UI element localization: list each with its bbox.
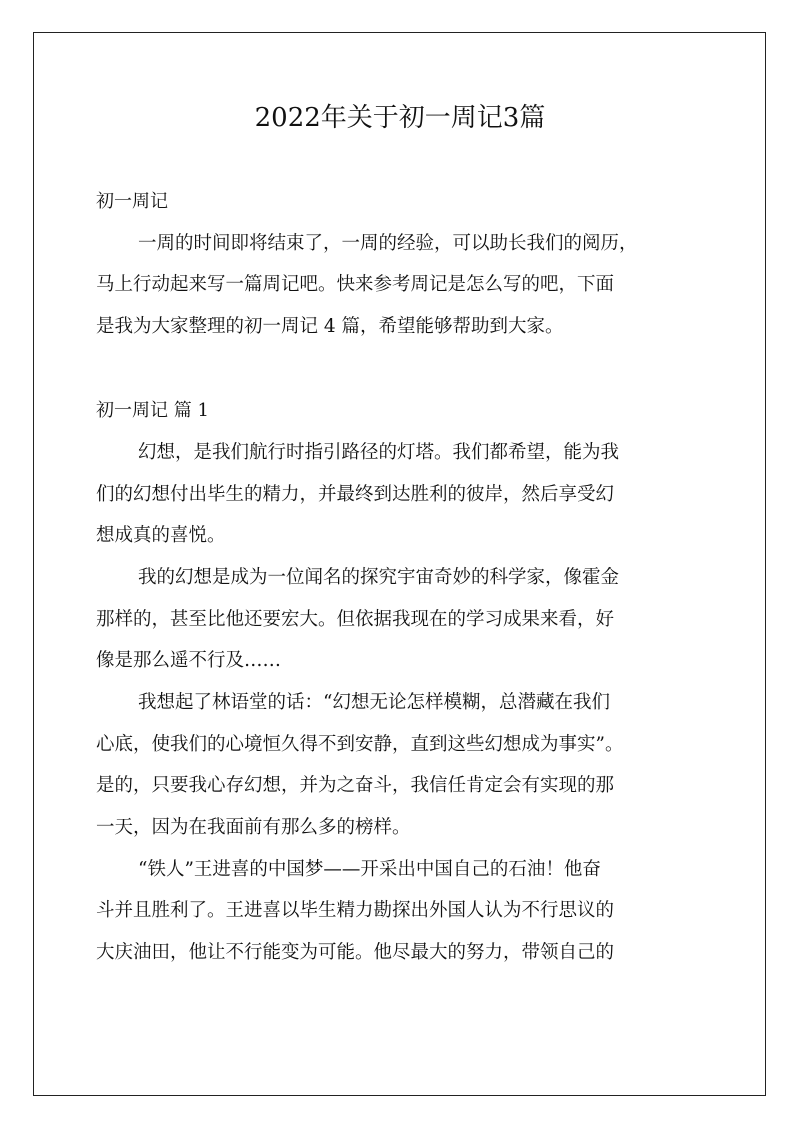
intro-line: 是我为大家整理的初一周记 4 篇，希望能够帮助到大家。 — [96, 316, 564, 337]
paragraph-line: 那样的，甚至比他还要宏大。但依据我现在的学习成果来看，好 — [96, 609, 615, 630]
paragraph-line: 想成真的喜悦。 — [96, 525, 226, 546]
paragraph-line: 幻想，是我们航行时指引路径的灯塔。我们都希望，能为我 — [138, 442, 620, 463]
document-title: 2022年关于初一周记3篇 — [254, 103, 546, 133]
paragraph-line: 像是那么遥不行及…… — [96, 650, 282, 671]
paragraph-line: 我的幻想是成为一位闻名的探究宇宙奇妙的科学家，像霍金 — [138, 567, 620, 588]
paragraph-line: 们的幻想付出毕生的精力，并最终到达胜利的彼岸，然后享受幻 — [96, 484, 615, 505]
intro-line: 一周的时间即将结束了，一周的经验，可以助长我们的阅历， — [138, 233, 638, 254]
article-heading: 初一周记 篇 1 — [96, 400, 209, 421]
paragraph-line: 我想起了林语堂的话：“幻想无论怎样模糊，总潜藏在我们 — [138, 692, 610, 713]
paragraph-line: 斗并且胜利了。王进喜以毕生精力勘探出外国人认为不行思议的 — [96, 900, 615, 921]
paragraph-line: 心底，使我们的心境恒久得不到安静，直到这些幻想成为事实”。 — [96, 734, 624, 755]
paragraph-line: 大庆油田，他让不行能变为可能。他尽最大的努力，带领自己的 — [96, 942, 615, 963]
intro-heading: 初一周记 — [96, 191, 168, 212]
intro-line: 马上行动起来写一篇周记吧。快来参考周记是怎么写的吧，下面 — [96, 274, 615, 295]
paragraph-line: “铁人”王进喜的中国梦——开采出中国自己的石油！他奋 — [138, 859, 601, 880]
paragraph-line: 一天，因为在我面前有那么多的榜样。 — [96, 817, 411, 838]
paragraph-line: 是的，只要我心存幻想，并为之奋斗，我信任肯定会有实现的那 — [96, 775, 615, 796]
